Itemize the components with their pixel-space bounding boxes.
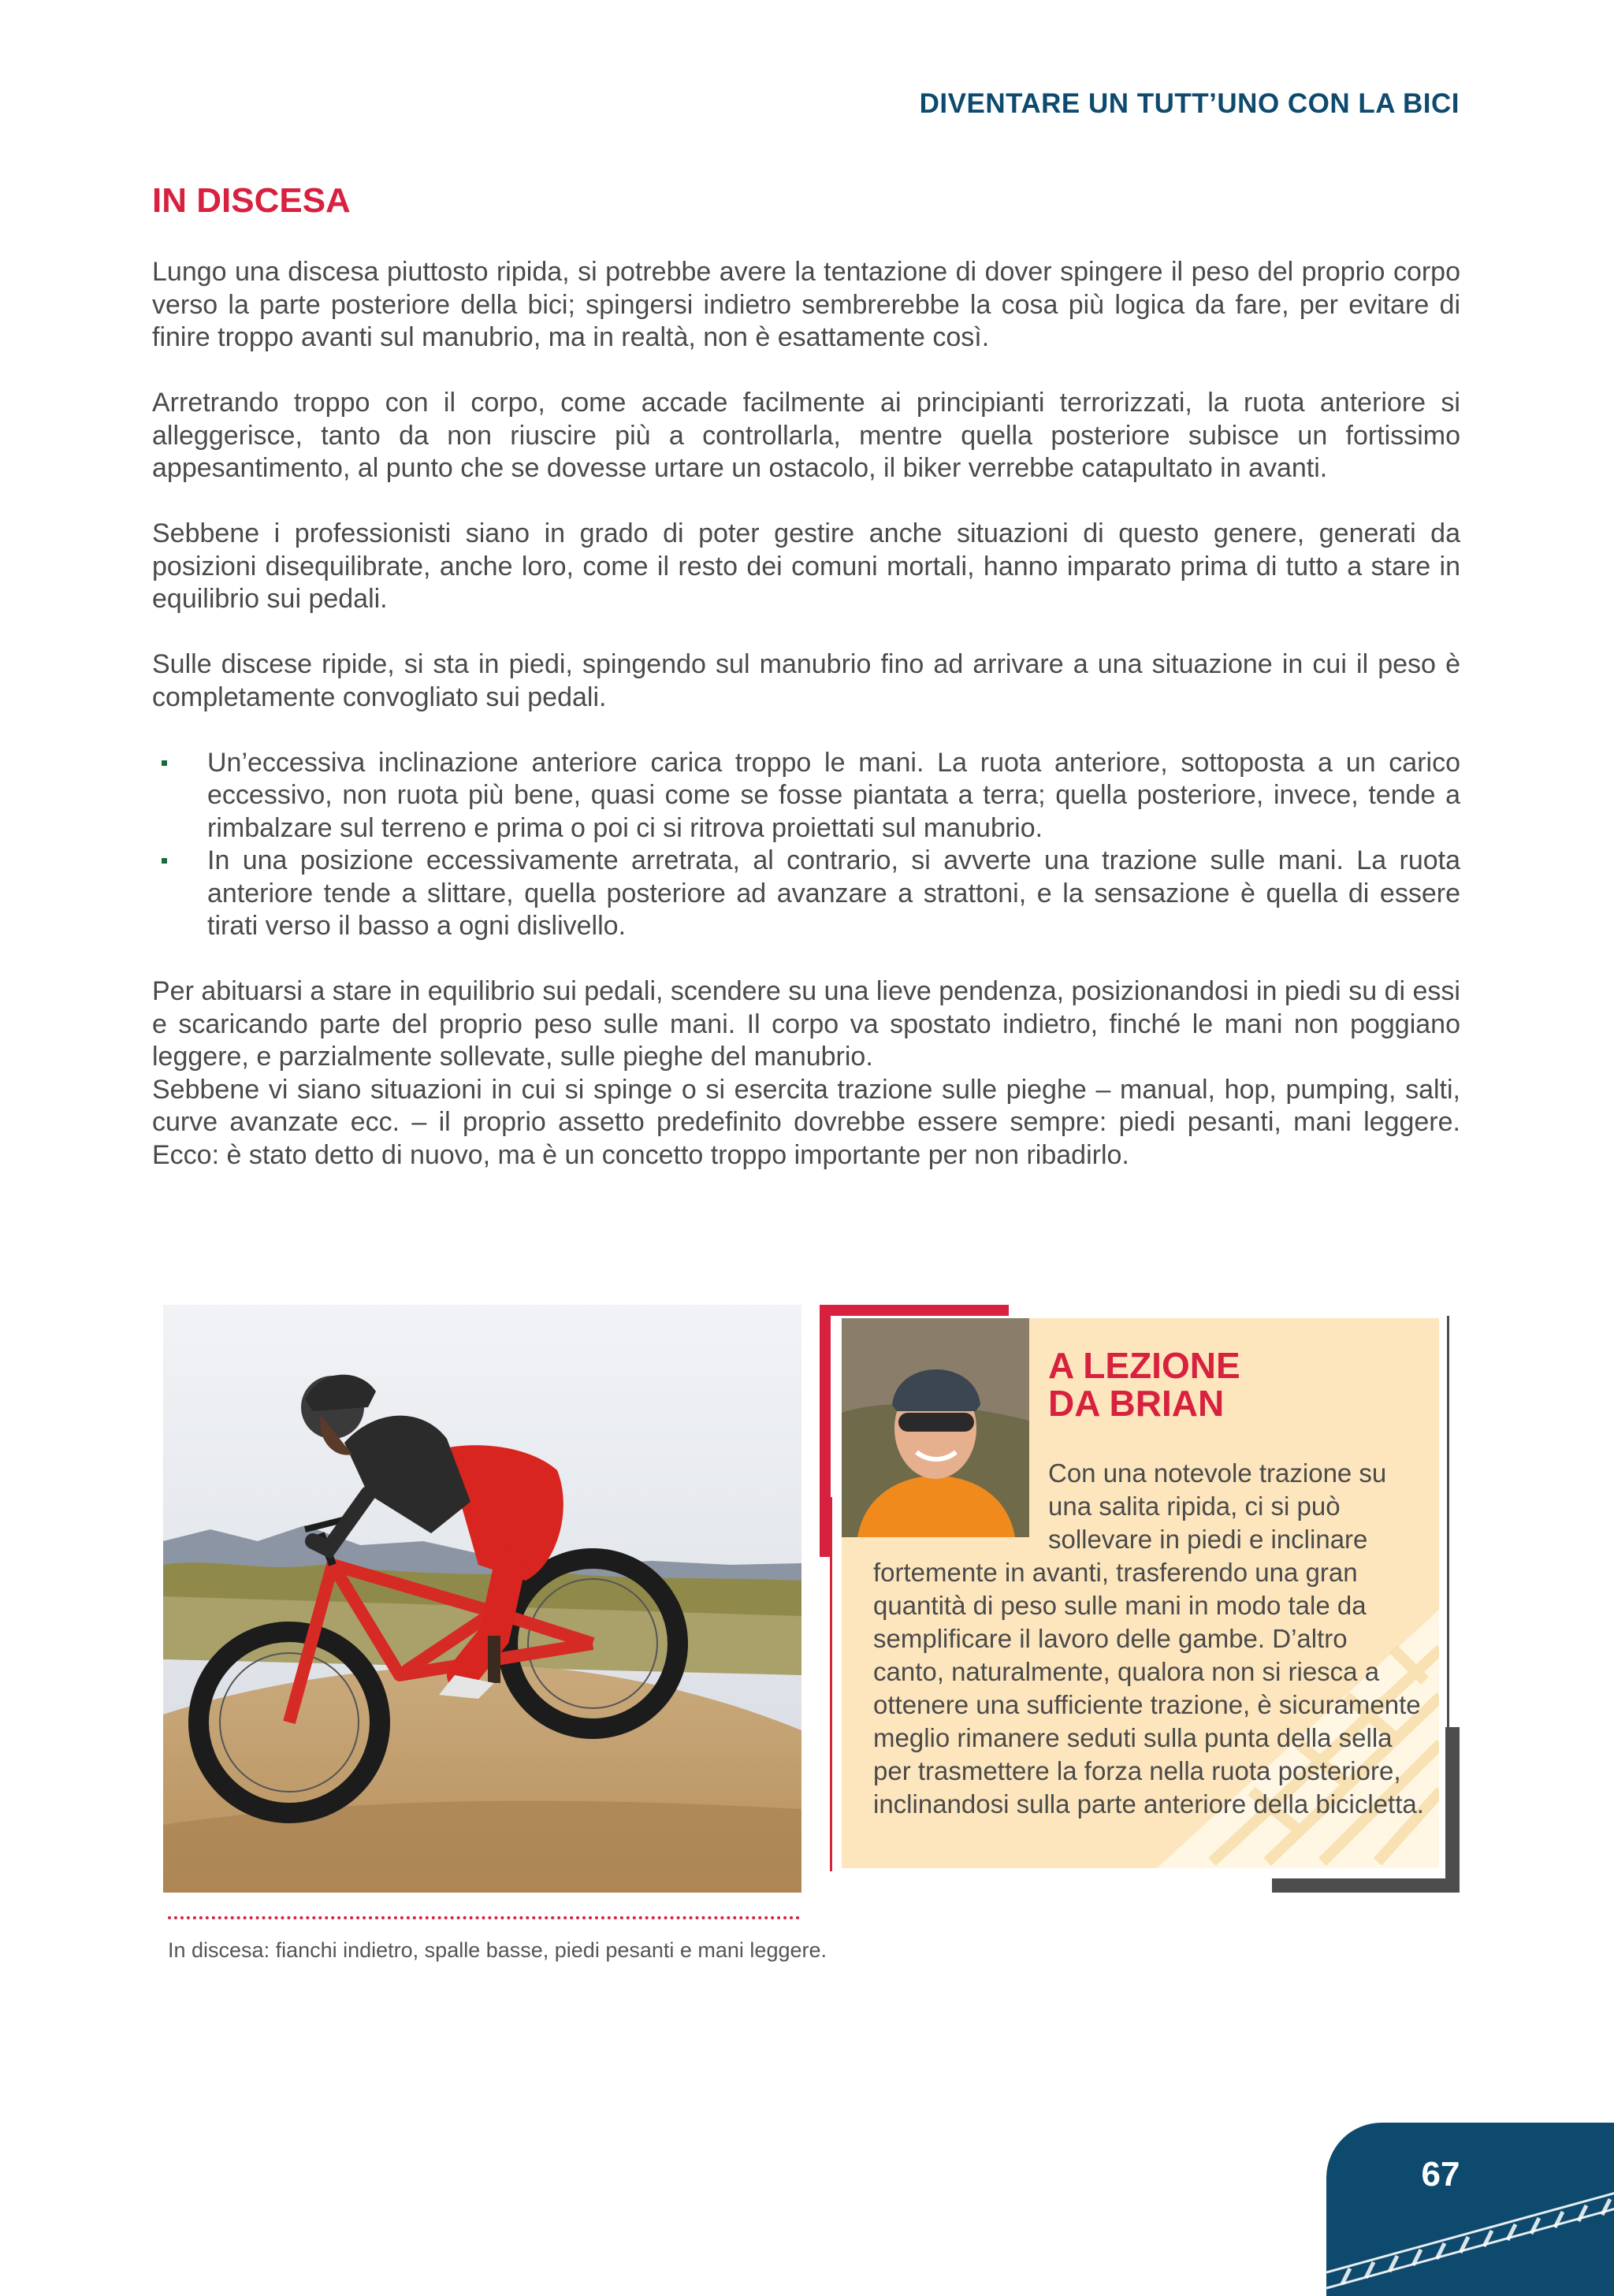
list-item [152, 747, 1460, 845]
bullet-list [152, 747, 1460, 943]
box-frame-accent [1445, 1727, 1460, 1893]
box-text [873, 1457, 1425, 1821]
photo-caption: In discesa: fianchi indietro, spalle basse, piedi pesanti e mani leggere. [168, 1938, 827, 1962]
box-text-content: Con una notevole trazione su una salita ripida, ci si può sollevare in piedi e inclinare fortemente in avanti, trasferendo una gran quantità di peso sulle mani in modo tale da semplificare il lavoro delle gambe. D’altro canto, naturalmente, qualora non si riesca a ottenere una sufficiente trazione, è sicuramente meglio rimanere seduti sulla punta della sella per trasmettere la forza nella ruota posteriore, inclinandosi sulla parte anteriore della bicicletta. [873, 1458, 1424, 1819]
running-header: DIVENTARE UN TUTT’UNO CON LA BICI [919, 88, 1460, 119]
box-title-line: A LEZIONE [1048, 1345, 1240, 1386]
paragraph: Sulle discese ripide, si sta in piedi, spingendo sul manubrio fino ad arrivare a una situazione in cui il peso è completamente convogliato sui pedali. [152, 649, 1460, 712]
paragraph: Arretrando troppo con il corpo, come accade facilmente ai principianti terrorizzati, la ruota anteriore si alleggerisce, tanto da non riuscire più a controllarla, mentre quella posteriore subisce un fortissimo appesantimento, al punto che se dovesse urtare un ostacolo, il biker verrebbe catapultato in avanti. [152, 388, 1460, 483]
body-text [152, 256, 1460, 1172]
box-frame-accent [820, 1305, 1009, 1316]
paragraph: Lungo una discesa piuttosto ripida, si potrebbe avere la tentazione di dover spingere il peso del proprio corpo verso la parte posteriore della bici; spingersi indietro sembrerebbe la cosa più logica da fare, per evitare di finire troppo avanti sul manubrio, ma in realtà, non è esattamente così. [152, 257, 1460, 352]
tire-tread-pattern-icon [1326, 2123, 1614, 2296]
page-number: 67 [1421, 2155, 1460, 2194]
box-frame-accent [1447, 1316, 1449, 1733]
section-title: IN DISCESA [152, 181, 351, 220]
box-title [1048, 1347, 1240, 1422]
paragraph: Sebbene vi siano situazioni in cui si spinge o si esercita trazione sulle pieghe – manual, hop, pumping, salti, curve avanzate ecc. – il proprio assetto predefinito dovrebbe essere sempre: piedi pesanti, mani leggere. Ecco: è stato detto di nuovo, ma è un concetto troppo importante per non ribadirlo. [152, 1074, 1460, 1170]
square-bullet-icon [162, 858, 167, 864]
list-item [152, 845, 1460, 943]
mountain-biker-photo [163, 1305, 801, 1893]
list-item-text: Un’eccessiva inclinazione anteriore carica troppo le mani. La ruota anteriore, sottoposta a un carico eccessivo, non ruota più bene, quasi come se fosse piantata a terra; quella posteriore, invece, tende a rimbalzare sul terreno e prima o poi ci si ritrova proiettati sul manubrio. [207, 747, 1460, 843]
box-title-line: DA BRIAN [1048, 1383, 1225, 1424]
list-item-text: In una posizione eccessivamente arretrata, al contrario, si avverte una trazione sulle mani. La ruota anteriore tende a slittare, quella posteriore ad avanzare a strattoni, e la sensazione è quella di essere tirati verso il basso a ogni dislivello. [207, 845, 1460, 941]
box-frame-accent [820, 1305, 831, 1557]
box-frame-accent [830, 1497, 832, 1871]
paragraph: Sebbene i professionisti siano in grado di poter gestire anche situazioni di questo genere, generati da posizioni disequilibrate, anche loro, come il resto dei comuni mortali, hanno imparato prima di tutto a stare in equilibrio sui pedali. [152, 518, 1460, 614]
paragraph: Per abituarsi a stare in equilibrio sui pedali, scendere su una lieve pendenza, posizionandosi in piedi su di essi e scaricando parte del proprio peso sulle mani. Il corpo va spostato indietro, finché le mani non poggiano leggere, e parzialmente sollevate, sulle pieghe del manubrio. [152, 976, 1460, 1072]
lesson-box [842, 1318, 1439, 1868]
caption-divider [168, 1916, 800, 1919]
square-bullet-icon [162, 760, 167, 766]
box-frame-accent [1272, 1878, 1460, 1893]
page-number-tab [1326, 2123, 1614, 2296]
